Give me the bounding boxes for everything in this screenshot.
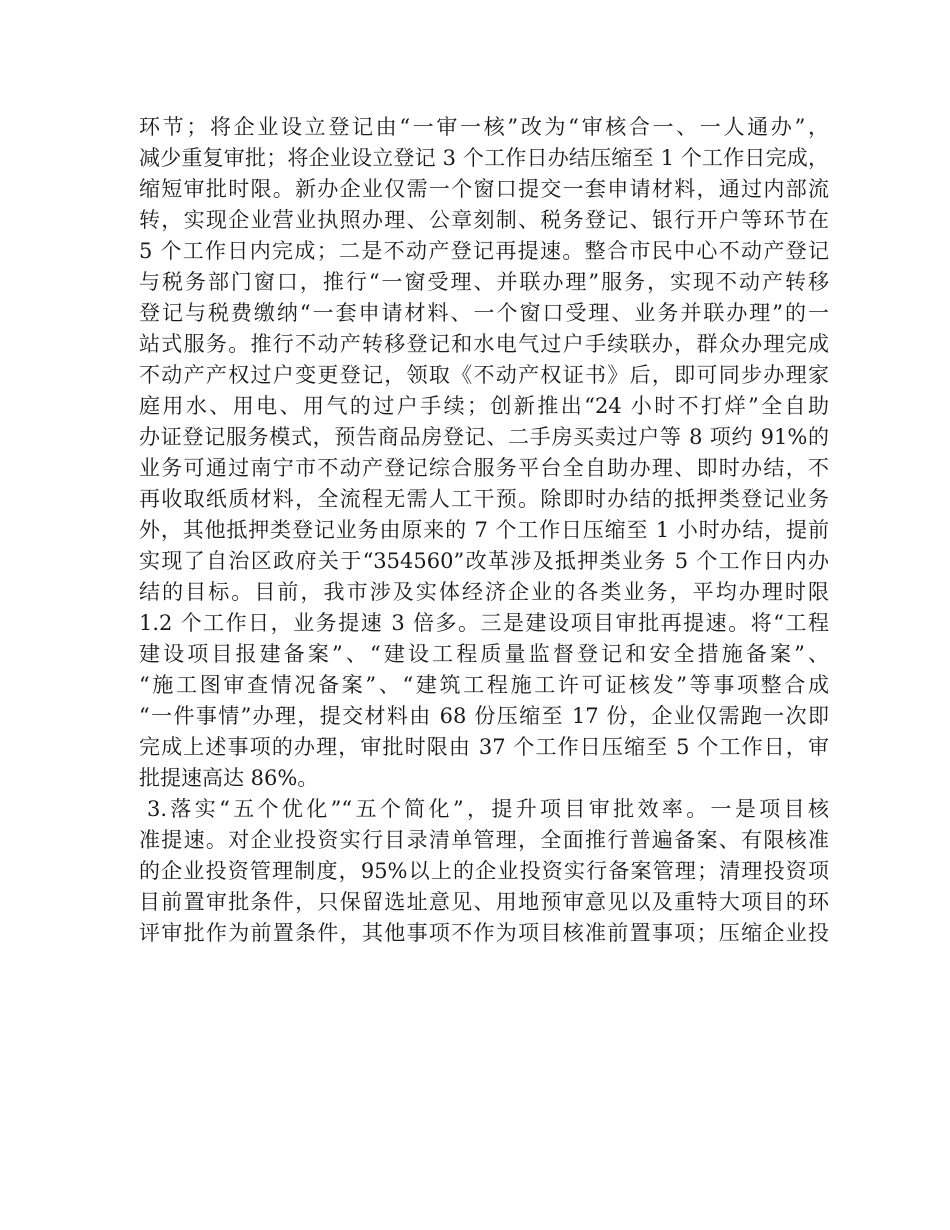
text-line: “一件事情”办理，提交材料由 68 份压缩至 17 份，企业仅需跑一次即 bbox=[139, 704, 829, 728]
text-line: 站式服务。推行不动产转移登记和水电气过户手续联办，群众办理完成 bbox=[139, 332, 829, 356]
text-line: 评审批作为前置条件，其他事项不作为项目核准前置事项；压缩企业投 bbox=[139, 921, 829, 945]
text-line: 实现了自治区政府关于“354560”改革涉及抵押类业务 5 个工作日内办 bbox=[139, 549, 829, 573]
text-line-first: 3.落实“五个优化”“五个简化”，提升项目审批效率。一是项目核 bbox=[147, 797, 829, 821]
text-line: 外，其他抵押类登记业务由原来的 7 个工作日压缩至 1 小时办结，提前 bbox=[139, 518, 829, 542]
text-line: 的企业投资管理制度，95%以上的企业投资实行备案管理；清理投资项 bbox=[139, 859, 829, 883]
text-line: 与税务部门窗口，推行“一窗受理、并联办理”服务，实现不动产转移 bbox=[139, 270, 829, 294]
text-line: 办证登记服务模式，预告商品房登记、二手房买卖过户等 8 项约 91%的 bbox=[139, 425, 829, 449]
text-line: 环节；将企业设立登记由“一审一核”改为“审核合一、一人通办”， bbox=[139, 115, 829, 139]
text-line: 5 个工作日内完成；二是不动产登记再提速。整合市民中心不动产登记 bbox=[139, 239, 829, 263]
text-line: 转，实现企业营业执照办理、公章刻制、税务登记、银行开户等环节在 bbox=[139, 208, 829, 232]
text-line: 业务可通过南宁市不动产登记综合服务平台全自助办理、即时办结，不 bbox=[139, 456, 829, 480]
text-line: 缩短审批时限。新办企业仅需一个窗口提交一套申请材料，通过内部流 bbox=[139, 177, 829, 201]
text-line: 不动产产权过户变更登记，领取《不动产权证书》后，即可同步办理家 bbox=[139, 363, 829, 387]
text-line: 庭用水、用电、用气的过户手续；创新推出“24 小时不打烊”全自助 bbox=[139, 394, 829, 418]
text-line: 减少重复审批；将企业设立登记 3 个工作日办结压缩至 1 个工作日完成， bbox=[139, 146, 829, 170]
text-line: 1.2 个工作日，业务提速 3 倍多。三是建设项目审批再提速。将“工程 bbox=[139, 611, 829, 635]
paragraph-1 bbox=[139, 112, 829, 794]
text-line: 完成上述事项的办理，审批时限由 37 个工作日压缩至 5 个工作日，审 bbox=[139, 735, 829, 759]
paragraph-2 bbox=[139, 794, 829, 949]
text-line: 目前置审批条件，只保留选址意见、用地预审意见以及重特大项目的环 bbox=[139, 890, 829, 914]
text-line-last: 批提速高达 86%。 bbox=[139, 766, 319, 790]
text-line: 建设项目报建备案”、“建设工程质量监督登记和安全措施备案”、 bbox=[139, 642, 829, 666]
text-line: 结的目标。目前，我市涉及实体经济企业的各类业务，平均办理时限 bbox=[139, 580, 829, 604]
text-line: 登记与税费缴纳“一套申请材料、一个窗口受理、业务并联办理”的一 bbox=[139, 301, 829, 325]
text-line: 准提速。对企业投资实行目录清单管理，全面推行普遍备案、有限核准 bbox=[139, 828, 829, 852]
text-line: 再收取纸质材料，全流程无需人工干预。除即时办结的抵押类登记业务 bbox=[139, 487, 829, 511]
text-line: “施工图审查情况备案”、“建筑工程施工许可证核发”等事项整合成 bbox=[139, 673, 829, 697]
document-body bbox=[139, 112, 829, 949]
